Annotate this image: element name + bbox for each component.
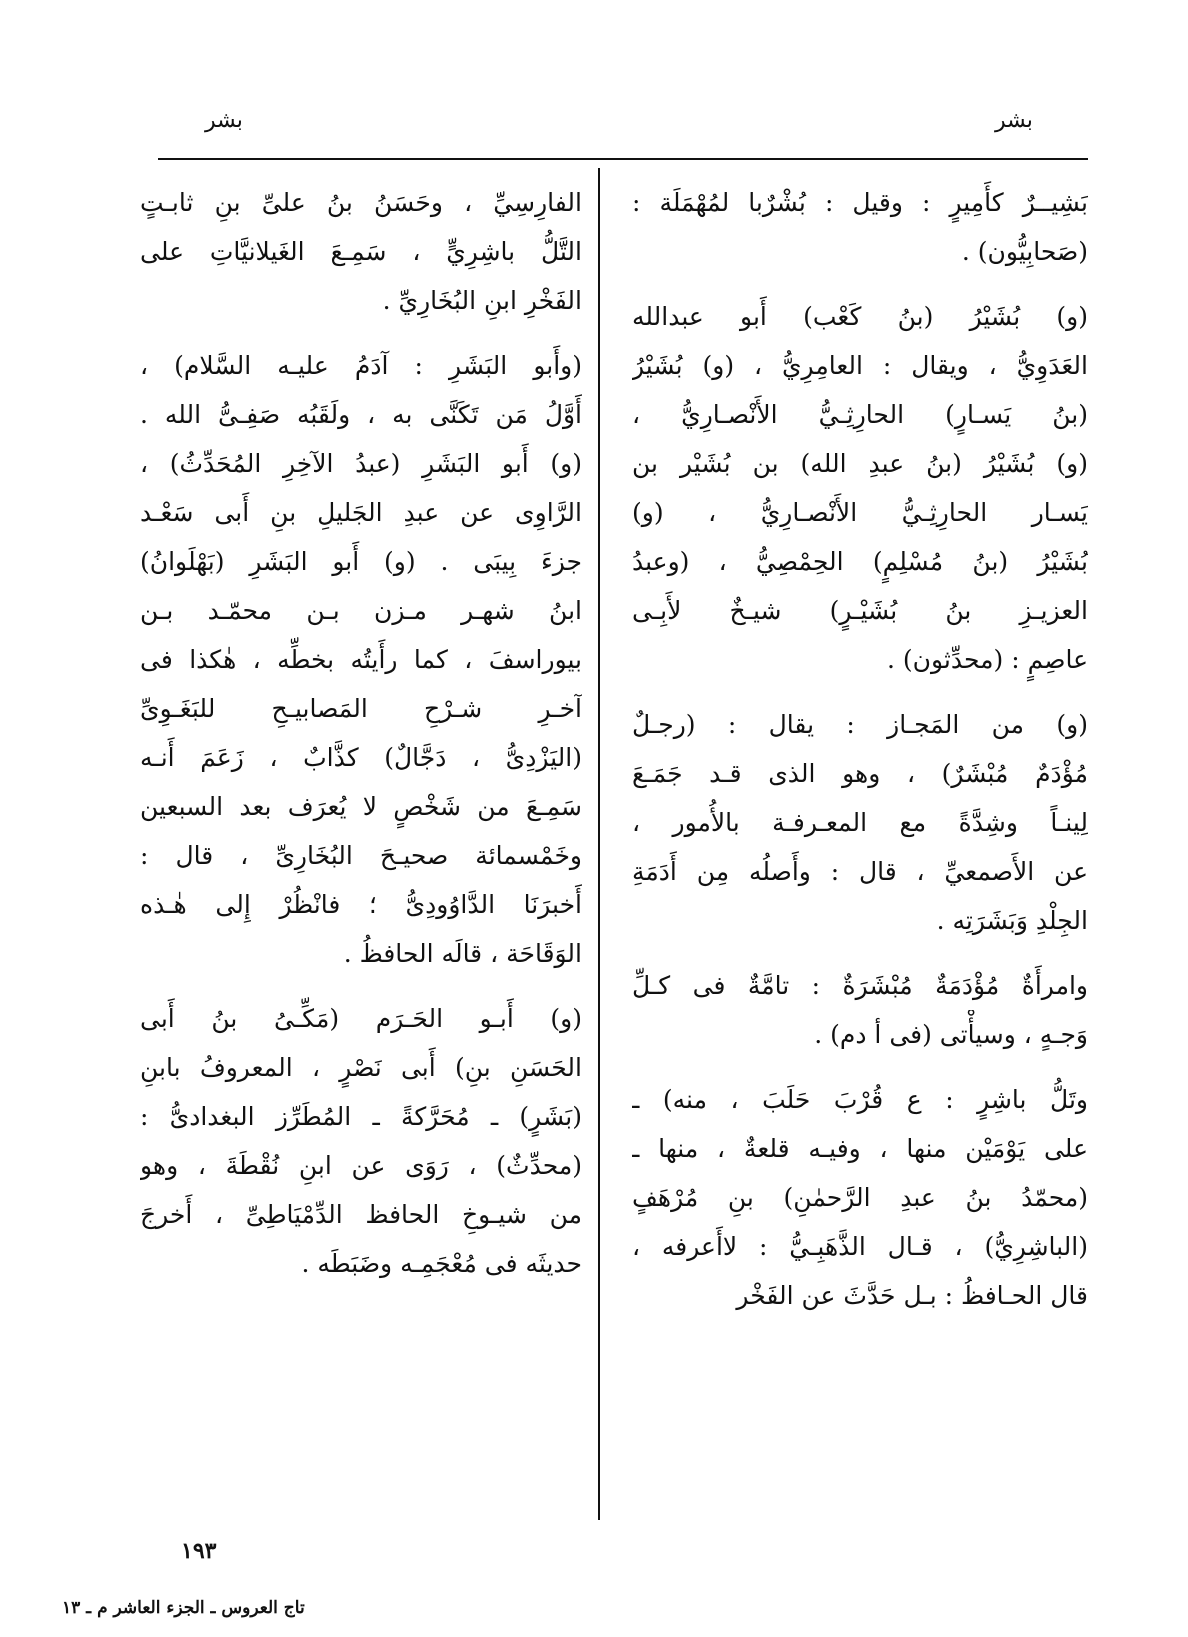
entry-paragraph xyxy=(632,178,1088,276)
text-line: التَّلُّ باشِرِيٍّ ، سَمِـعَ الغَيلانيَّاتِ على xyxy=(140,237,582,266)
text-line: الجِلْدِ وَبَشَرَتِه . xyxy=(936,906,1088,935)
text-line: عاصِمٍ : (محدِّثون) . xyxy=(886,645,1088,674)
text-line: لِينـاً وشِدَّةً مع المعـرفـة بالأُمور ، xyxy=(632,808,1088,837)
text-line: الفَخْرِ ابنِ البُخَارِيِّ . xyxy=(382,286,582,315)
footer-signature: تاج العروس ـ الجزء العاشر م ـ ١٣ xyxy=(62,1598,305,1618)
text-line: أَخبرَنَا الدَّاوُودِىُّ ؛ فانْظُرْ إِلى هٰـذه xyxy=(140,890,582,919)
page-number: ١٩٣ xyxy=(181,1538,217,1564)
entry-paragraph xyxy=(632,1075,1088,1320)
entry-paragraph xyxy=(140,341,582,978)
entry-paragraph xyxy=(632,700,1088,945)
text-line: (اليَزْدِىُّ ، دَجَّالٌ) كذَّابٌ ، زَعَمَ أَنـه xyxy=(140,743,582,772)
text-line: أَوَّلُ مَن تَكَنَّى به ، ولَقَبُه صَفِـىُّ الله . xyxy=(140,400,582,429)
running-header-right: بشر xyxy=(995,108,1033,133)
text-line: (و) بُشَيْرُ (بنُ عبدِ الله) بن بُشَيْر بن xyxy=(632,449,1088,478)
text-line: (بَشَرٍ) ـ مُحَرَّكةً ـ المُطَرِّز البغدادىُّ : xyxy=(140,1102,582,1131)
text-line: الحَسَنِ بنِ) أَبى نَصْرٍ ، المعروفُ بابنِ xyxy=(140,1053,582,1082)
text-line: (وأَبو البَشَرِ : آدَمُ عليـه السَّلام) ، xyxy=(140,351,582,380)
right-column xyxy=(632,178,1088,1336)
header-rule xyxy=(158,158,1088,160)
text-line: العزيـزِ بنُ بُشَيْـرٍ) شيـخٌ لأَبِـى xyxy=(632,596,1088,625)
text-line: الرَّاوِى عن عبدِ الجَليلِ بنِ أَبى سَعْـد xyxy=(140,498,582,527)
text-line: العَدَوِيُّ ، ويقال : العامِرِيُّ ، (و) بُشَيْرُ xyxy=(632,351,1088,380)
text-line: وخَمْسمائة صحيـحَ البُخَارِىِّ ، قال : xyxy=(140,841,582,870)
text-line: (و) بُشَيْرُ (بنُ كَعْب) أَبو عبدالله xyxy=(632,302,1088,331)
text-line: الفارِسِيِّ ، وحَسَنُ بنُ علىِّ بنِ ثابـتٍ xyxy=(140,188,582,217)
text-line: (و) أَبـو الحَـرَم (مَكِّـىُ بنُ أَبى xyxy=(140,1004,582,1033)
text-line: (بنُ يَسـارٍ) الحارِثِـيُّ الأَنْصـارِيُّ ، xyxy=(632,400,1088,429)
text-line: وتَلُّ باشِرٍ : ع قُرْبَ حَلَبَ ، منه) ـ xyxy=(632,1085,1088,1114)
column-divider xyxy=(598,168,600,1520)
text-line: يَسـار الحارِثِـيُّ الأَنْصـارِيُّ ، (و) xyxy=(632,498,1088,527)
text-line: عن الأَصمعيِّ ، قال : وأَصلُه مِن أَدَمَةِ xyxy=(632,857,1088,886)
text-line: (محمّدُ بنُ عبدِ الرَّحمٰنِ) بنِ مُرْهَفٍ xyxy=(632,1183,1088,1212)
text-line: بَشِيــرٌ كأَمِيرٍ : وقيل : بُشْرٌبا لمُهْمَلَة : xyxy=(632,188,1088,217)
text-line: (صَحابِيُّون) . xyxy=(961,237,1088,266)
text-line: (محدِّثٌ) ، رَوَى عن ابنِ نُقْطَةَ ، وهو xyxy=(140,1151,582,1180)
running-header-left: بشر xyxy=(205,108,243,133)
text-line: على يَوْمَيْن منها ، وفيـه قلعةٌ ، منها ـ xyxy=(632,1134,1088,1163)
text-line: بُشَيْرُ (بنُ مُسْلِمٍ) الحِمْصِيُّ ، (وعبدُ xyxy=(632,547,1088,576)
text-line: (و) من المَجـاز : يقال : (رجـلٌ xyxy=(632,710,1088,739)
text-line: وامرأَةٌ مُؤْدَمَةٌ مُبْشَرَةٌ : تامَّةٌ فى كـلِّ xyxy=(632,971,1088,1000)
text-line: من شيـوخِ الحافظ الدِّمْيَاطِىِّ ، أَخرجَ xyxy=(140,1200,582,1229)
entry-paragraph xyxy=(140,994,582,1288)
text-line: جزءَ بِيبَى . (و) أَبو البَشَرِ (بَهْلَوانُ) xyxy=(140,547,582,576)
text-line: حديثَه فى مُعْجَمِـه وضَبَطَه . xyxy=(301,1249,582,1278)
text-line: (و) أَبو البَشَرِ (عبدُ الآخِرِ المُحَدِّثُ) ، xyxy=(140,449,582,478)
text-line: قال الحـافظُ : بـل حَدَّثَ عن الفَخْر xyxy=(736,1281,1088,1310)
text-line: ابنُ شهـر مـزن بـن محمّـد بـن xyxy=(140,596,582,625)
text-line: وَجـهٍ ، وسيأْتى (فى أ دم) . xyxy=(814,1020,1088,1049)
text-line: سَمِـعَ من شَخْصٍ لا يُعرَف بعد السبعين xyxy=(140,792,582,821)
entry-paragraph xyxy=(632,961,1088,1059)
entry-paragraph xyxy=(632,292,1088,684)
text-line: آخـرِ شـرْحِ المَصابيـحِ للبَغَـوِىِّ xyxy=(140,694,582,723)
text-line: (الباشِرِيُّ) ، قـال الذَّهَبِـيُّ : لاأَعرفه ، xyxy=(632,1232,1088,1261)
text-line: بيوراسفَ ، كما رأَيتُه بخطِّه ، هٰكذا فى xyxy=(140,645,582,674)
text-line: مُؤْدَمٌ مُبْشَرٌ) ، وهو الذى قـد جَمَـعَ xyxy=(632,759,1088,788)
text-line: الوَقَاحَة ، قالَه الحافظُ . xyxy=(343,939,582,968)
entry-paragraph xyxy=(140,178,582,325)
left-column xyxy=(140,178,582,1304)
